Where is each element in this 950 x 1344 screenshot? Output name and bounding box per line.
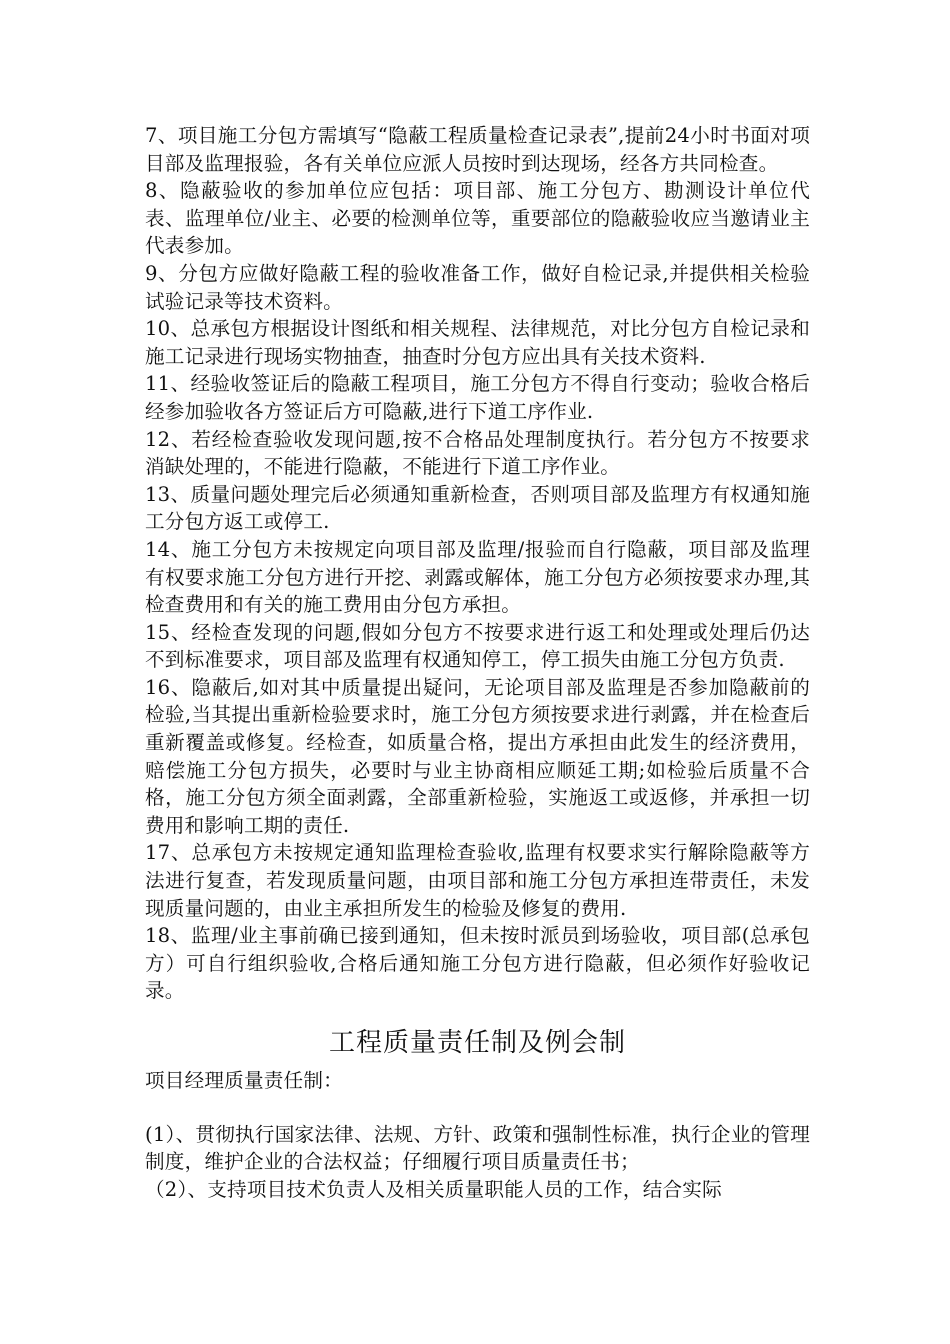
clause-16: 16、隐蔽后,如对其中质量提出疑问，无论项目部及监理是否参加隐蔽前的检验,当其提出重新检验要求时，施工分包方须按要求进行剥露，并在检查后重新覆盖或修复。经检查，如质量合格，提出方承担由此发生的经济费用，赔偿施工分包方损失，必要时与业主协商相应顺延工期;如检验后质量不合格，施工分包方须全面剥露，全部重新检验，实施返工或返修，并承担一切费用和影响工期的责任. <box>145 675 810 837</box>
clause-8: 8、隐蔽验收的参加单位应包括：项目部、施工分包方、勘测设计单位代表、监理单位/业主、必要的检测单位等，重要部位的隐蔽验收应当邀请业主代表参加。 <box>145 179 810 258</box>
clause-9: 9、分包方应做好隐蔽工程的验收准备工作，做好自检记录,并提供相关检验试验记录等技术资料。 <box>145 261 810 313</box>
clause-17: 17、总承包方未按规定通知监理检查验收,监理有权要求实行解除隐蔽等方法进行复查，若发现质量问题，由项目部和施工分包方承担连带责任，未发现质量问题的，由业主承担所发生的检验及修复的费用. <box>145 841 810 920</box>
clause-18: 18、监理/业主事前确已接到通知，但未按时派员到场验收，项目部(总承包方）可自行组织验收,合格后通知施工分包方进行隐蔽，但必须作好验收记录。 <box>145 924 810 1003</box>
clause-14: 14、施工分包方未按规定向项目部及监理/报验而自行隐蔽，项目部及监理有权要求施工分包方进行开挖、剥露或解体，施工分包方必须按要求办理,其检查费用和有关的施工费用由分包方承担。 <box>145 537 810 617</box>
clause-7: 7、项目施工分包方需填写“隐蔽工程质量检查记录表”,提前24小时书面对项目部及监理报验，各有关单位应派人员按时到达现场，经各方共同检查。 <box>145 124 810 175</box>
clause-13: 13、质量问题处理完后必须通知重新检查，否则项目部及监理方有权通知施工分包方返工或停工. <box>145 482 810 534</box>
section-subhead: 项目经理质量责任制： <box>145 1069 343 1092</box>
spacer <box>145 1095 810 1121</box>
section-title: 工程质量责任制及例会制 <box>328 1028 626 1058</box>
document-page <box>145 122 810 1203</box>
responsibility-item-2: （2）、支持项目技术负责人及相关质量职能人员的工作，结合实际 <box>145 1177 722 1201</box>
clause-12: 12、若经检查验收发现问题,按不合格品处理制度执行。若分包方不按要求消缺处理的，不能进行隐蔽，不能进行下道工序作业。 <box>145 427 810 479</box>
responsibility-item-1: (1）、贯彻执行国家法律、法规、方针、政策和强制性标准，执行企业的管理制度，维护企业的合法权益；仔细履行项目质量责任书； <box>145 1122 810 1174</box>
clause-10: 10、总承包方根据设计图纸和相关规程、法律规范，对比分包方自检记录和施工记录进行现场实物抽查，抽查时分包方应出具有关技术资料. <box>145 317 810 368</box>
clause-11: 11、经验收签证后的隐蔽工程项目，施工分包方不得自行变动；验收合格后经参加验收各方签证后方可隐蔽,进行下道工序作业. <box>145 372 810 423</box>
clause-15: 15、经检查发现的问题,假如分包方不按要求进行返工和处理或处理后仍达不到标准要求，项目部及监理有权通知停工，停工损失由施工分包方负责. <box>145 620 810 672</box>
